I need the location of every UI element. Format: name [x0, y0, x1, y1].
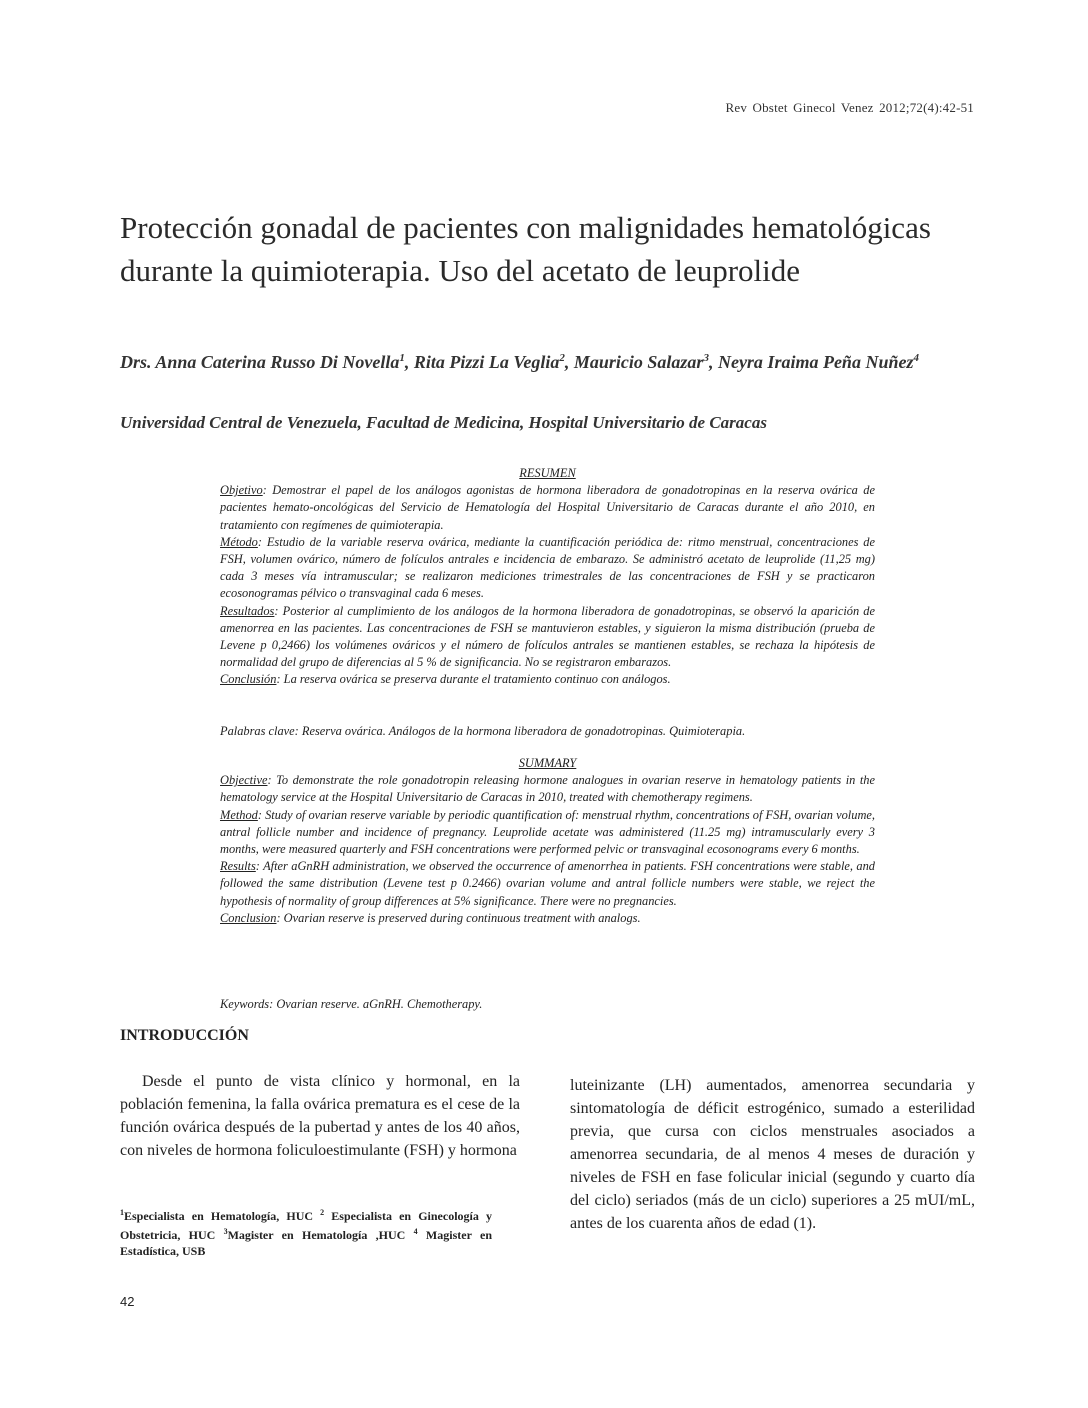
footnote-text-4: Magister en Estadística, USB — [120, 1228, 492, 1258]
metodo-text: : Estudio de la variable reserva ovárica, mediante la cuantificación periódica de: ritmo menstrual, concentraciones de FSH, volumen ovárico, número de folículos antrales e incidencia de embarazo. Se administró acetato de leuprolide (11,25 mg) cada 3 meses vía intramuscular; se realizaron mediciones trimestrales de las concentraciones de FSH y se practicaron ecosonogramas pélvico o transvaginal cada 6 meses. — [220, 534, 875, 601]
objective-label: Objective — [220, 773, 268, 788]
conclusion-en-text: : Ovarian reserve is preserved during continuous treatment with analogs. — [276, 910, 641, 925]
footnote-mark-1: 1 — [120, 1208, 124, 1217]
author-1: Anna Caterina Russo Di Novella — [155, 352, 400, 372]
resumen-conclusion — [220, 671, 875, 688]
page-number: 42 — [120, 1294, 135, 1309]
conclusion-es-text: : La reserva ovárica se preserva durante el tratamiento continuo con análogos. — [276, 672, 671, 687]
section-heading-introduccion: INTRODUCCIÓN — [120, 1027, 249, 1044]
results-label: Results — [220, 859, 256, 874]
footnote-text-1: Especialista en Hematología, HUC — [124, 1209, 321, 1223]
conclusion-en-label: Conclusion — [220, 910, 277, 925]
journal-reference: Rev Obstet Ginecol Venez 2012;72(4):42-51 — [725, 100, 974, 115]
resumen-metodo — [220, 534, 875, 603]
author-prefix: Drs. — [120, 352, 156, 372]
author-4: Neyra Iraima Peña Nuñez — [717, 352, 914, 372]
results-text: : After aGnRH administration, we observed the occurrence of amenorrhea in patients. FSH concentrations were stable, and followed the same distribution (Levene test p 0.2466) ovarian volume and antral follicle numbers were stable, we reject the hypothesis of normality of group differences at 5% significance. There were no pregnancies. — [220, 859, 875, 908]
author-list: Drs. Anna Caterina Russo Di Novella$^1$, Rita Pizzi La Veglia$^2$, Mauricio Salazar$^3$, Neyra Iraima Peña Nuñez$^4$ — [120, 352, 919, 372]
objetivo-text: : Demostrar el papel de los análogos agonistas de hormona liberadora de gonadotropinas en la reserva ovárica de pacientes hemato-oncológicas del Servicio de Hematología del Hospital Universitario de Caracas durante el año 2010, en tratamiento con regímenes de quimioterapia. — [220, 483, 875, 532]
resumen-heading: RESUMEN — [519, 466, 576, 480]
author-2: Rita Pizzi La Veglia — [413, 352, 560, 372]
resumen-resultados — [220, 603, 875, 672]
author-4-mark: 4 — [913, 352, 919, 364]
author-footnote — [120, 1205, 492, 1259]
resumen-objetivo — [220, 482, 875, 534]
keywords-es: Palabras clave: Reserva ovárica. Análogos de la hormona liberadora de gonadotropinas. Quimioterapia. — [220, 724, 746, 738]
author-2-mark: 2 — [559, 352, 565, 364]
summary-method — [220, 807, 875, 859]
footnote-mark-4: 4 — [413, 1227, 418, 1236]
article-title: Protección gonadal de pacientes con malignidades hematológicas durante la quimioterapia. Uso del acetato de leuprolide — [120, 210, 931, 288]
author-1-mark: 1 — [399, 352, 405, 364]
author-3: Mauricio Salazar — [573, 352, 704, 372]
footnote-mark-3: 3 — [223, 1227, 228, 1236]
method-text: : Study of ovarian reserve variable by periodic quantification of: menstrual rhythm, concentrations of FSH, ovarian volume, antral follicle number and incidence of pregnancy. Leuprolide acetate was administered (11.25 mg) intramuscularly every 3 months, were measured quarterly and FSH concentrations were performed pelvic or transvaginal ecosonograms every 6 months. — [220, 807, 875, 857]
affiliation: Universidad Central de Venezuela, Facultad de Medicina, Hospital Universitario de Caracas — [120, 413, 767, 432]
objective-text: : To demonstrate the role gonadotropin releasing hormone analogues in ovarian reserve in hematology patients in the hematology service at the Hospital Universitario de Caracas in 2010, treated with chemotherapy regimens. — [220, 773, 875, 805]
keywords-en: Keywords: Ovarian reserve. aGnRH. Chemotherapy. — [220, 997, 483, 1011]
summary-heading: SUMMARY — [518, 756, 577, 770]
body-column-left: Desde el punto de vista clínico y hormonal, en la población femenina, la falla ovárica prematura es el cese de la función ovárica después de la pubertad y antes de los 40 años, con niveles de hormona foliculoestimulante (FSH) y hormona — [120, 1073, 520, 1159]
summary-conclusion — [220, 910, 875, 927]
footnote-text-3: Magister en Hematología ,HUC — [227, 1228, 414, 1242]
body-column-right: luteinizante (LH) aumentados, amenorrea secundaria y sintomatología de déficit estrogénico, sumado a esterilidad previa, que cursa con ciclos menstruales asociados a amenorrea secundaria, de al menos 4 meses de duración y niveles de FSH en fase folicular inicial (segundo y cuarto día del ciclo) seriados (más de un ciclo) superiores a 25 mUI/mL, antes de los cuarenta años de edad (1). — [570, 1077, 975, 1232]
resultados-text: : Posterior al cumplimiento de los análogos de la hormona liberadora de gonadotropinas, se observó la aparición de amenorrea en las pacientes. Las concentraciones de FSH se mantuvieron estables, y siguieron la misma distribución (prueba de Levene p 0,2466) los volúmenes ováricos y el número de folículos antrales se mantienen estables, se rechaza la hipótesis de normalidad del grupo de diferencias al 5 % de significancia. No se registraron embarazos. — [220, 603, 875, 670]
footnote-mark-2: 2 — [320, 1208, 325, 1217]
resumen-abstract — [220, 465, 875, 689]
conclusion-es-label: Conclusión — [220, 672, 277, 687]
author-3-mark: 3 — [703, 352, 709, 364]
resultados-label: Resultados — [220, 603, 275, 618]
method-label: Method — [220, 807, 258, 822]
summary-results — [220, 858, 875, 910]
objetivo-label: Objetivo — [220, 483, 263, 498]
footnote-text-2: Especialista en Ginecología y Obstetricia, HUC — [120, 1209, 492, 1242]
metodo-label: Método — [220, 534, 258, 549]
summary-abstract — [220, 755, 875, 927]
summary-objective — [220, 772, 875, 806]
